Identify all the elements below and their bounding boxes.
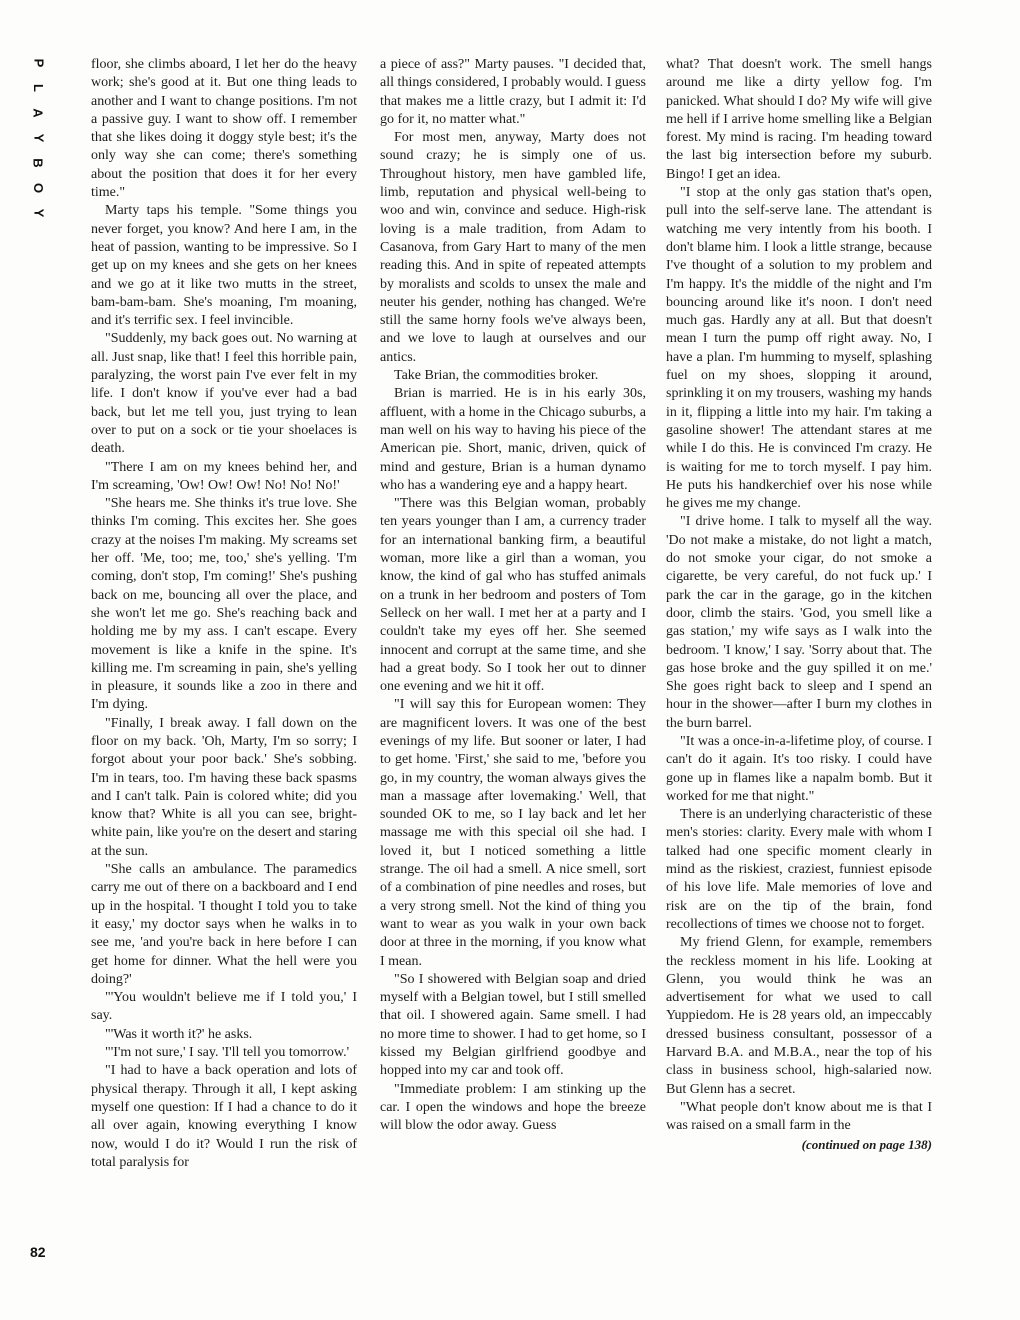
paragraph: Brian is married. He is in his early 30s, affluent, with a home in the Chicago suburbs, a man well on his way to having his piece of the American pie. Short, manic, driven, quick of mind and gesture, Brian is a human dynamo who has a wandering eye and a happy heart. [380, 386, 646, 493]
paragraph: "It was a once-in-a-lifetime ploy, of course. I can't do it again. It's too risky. I could have gone up in flames like a napalm bomb. But it worked for me that night." [666, 733, 932, 804]
masthead-letter: L [30, 84, 46, 92]
masthead-letter: B [30, 158, 46, 168]
masthead-letter: Y [30, 133, 46, 143]
paragraph: "'Was it worth it?' he asks. [105, 1026, 253, 1042]
paragraph: "I stop at the only gas station that's open, pull into the self-serve lane. The attendant is watching me very intently from his booth. I don't blame him. I look a little strange, because I've thought of a solution to my problem and I'm happy. It's the middle of the night and I'm bouncing around like it's noon. I don't need much gas. Hardly any at all. But that doesn't mean I turn the pump off right away. No, I have a plan. I'm humming to myself, splashing fuel on my shoes, slopping it around, sprinkling it on my trousers, washing my hands in it, flipping a little into my hair. I'm taking a gasoline shower! The attendant stares at me while I do this. He is convinced I'm crazy. He is waiting for me to torch myself. I pay him. He puts his handkerchief over his nose while he gives me my change. [666, 185, 932, 512]
paragraph: "I had to have a back operation and lots of physical therapy. Through it all, I kept asking myself one question: If I had a chance to do it all over again, knowing everything I know now, would I do it? Would I run the risk of total paralysis for [91, 1063, 357, 1170]
paragraph: For most men, anyway, Marty does not sound crazy; he is simply one of us. Throughout history, men have gambled life, limb, reputation and physical well-being to woo and win, convince and seduce. High-risk loving is a male tradition, from Adam to Casanova, from Gary Hart to many of the men reading this. And in spite of repeated attempts by moralists and scolds to unsex the male and neuter his gender, nothing has changed. We're still the same horny fools we've always been, and we love to laugh at ourselves and our antics. [380, 130, 646, 365]
paragraph: "Finally, I break away. I fall down on the floor on my back. 'Oh, Marty, I'm so sorry; I forgot about your poor back.' She's sobbing. I'm in tears, too. I'm having these back spasms and I can't talk. Pain is colored white; did you know that? White is all you can see, bright-white pain, like you're on the desert and staring at the sun. [91, 715, 357, 859]
paragraph: There is an underlying characteristic of these men's stories: clarity. Every male with whom I talked had one specific moment clearly in mind as the riskiest, craziest, funniest episode of his love life. Male memories of love and risk are on the tip of the brain, fond recollections of times we choose not to forget. [666, 807, 932, 932]
paragraph: "She calls an ambulance. The paramedics carry me out of there on a backboard and I end up in the hospital. 'I thought I told you to take it easy,' my doctor says when he walks in to see me, 'and you're back in here before I can get home for dinner. What the hell were you doing?' [91, 862, 357, 987]
masthead-letter: Y [30, 208, 46, 218]
paragraph: "Immediate problem: I am stinking up the car. I open the windows and hope the breeze will blow the odor away. Guess [380, 1081, 646, 1134]
paragraph: Take Brian, the commodities broker. [394, 368, 599, 384]
paragraph: "I drive home. I talk to myself all the way. 'Do not make a mistake, do not light a match, do not smoke your cigar, do not smoke a cigarette, be very careful, do not fuck up.' I park the car in the garage, go in the kitchen door, climb the stairs. 'God, you smell like a gas station,' my wife says as I walk into the bedroom. 'I know,' I say. 'Sorry about that. The gas hose broke and the guy spilled it on me.' She goes right back to sleep and I spend an hour in the shower—after I burn my clothes in the burn barrel. [666, 514, 932, 731]
masthead-vertical [24, 52, 52, 224]
page-number: 82 [30, 1244, 46, 1260]
continued-note: (continued on page 138) [801, 1136, 932, 1152]
article-column-2 [380, 56, 646, 1136]
masthead-letter: P [30, 58, 46, 68]
paragraph: "'You wouldn't believe me if I told you,' I say. [91, 990, 357, 1024]
paragraph: "So I showered with Belgian soap and dried myself with a Belgian towel, but I still smelled that oil. I showered again. Same smell. I had no more time to shower. I had to get home, so I kissed my Belgian girlfriend goodbye and hopped into my car and took off. [380, 971, 646, 1079]
paragraph: what? That doesn't work. The smell hangs around me like a dirty yellow fog. I'm panicked. What should I do? My wife will give me hell if I arrive home smelling like a Belgian forest. My mind is racing. I'm heading toward the last big intersection before my suburb. Bingo! I get an idea. [666, 57, 932, 182]
paragraph: My friend Glenn, for example, remembers the reckless moment in his life. Looking at Glenn, you would think he was an advertisement for what we used to call Yuppiedom. He is 28 years old, an impeccably dressed business consultant, possessor of a Harvard B.A. and M.B.A., near the top of his class in business school, high-salaried now. But Glenn has a secret. [666, 935, 932, 1097]
masthead-letter: O [31, 182, 46, 194]
paragraph: "She hears me. She thinks it's true love. She thinks I'm coming. This excites her. She goes crazy at the noises I'm making. My screams set her off. 'Me, too; me, too,' she's yelling. 'I'm coming, don't stop, I'm coming!' She's pushing back on me, bouncing all over the place, and she won't let me go. She's reaching back and holding me by my ass. I can't escape. Every movement is like a knife in the spine. It's killing me. I'm screaming in pain, she's yelling in pleasure, it sounds like a zoo in there and I'm dying. [91, 496, 357, 713]
paragraph: floor, she climbs aboard, I let her do the heavy work; she's good at it. But one thing leads to another and I want to change positions. I'm not a passive guy. I want to show off. I remember that she likes doing it doggy style best; it's the only way she can come; there's something about the position that does it for her every time." [91, 57, 357, 201]
paragraph: "There I am on my knees behind her, and I'm screaming, 'Ow! Ow! Ow! No! No! No!' [91, 459, 357, 493]
paragraph: "I will say this for European women: They are magnificent lovers. It was one of the best evenings of my life. But sooner or later, I had to get home. 'First,' she said to me, 'before you go, in my country, the woman always gives the man a massage after lovemaking.' Well, that sounded OK to me, so I lay back and let her massage me with this special oil she had. I loved it, but I noticed something a little strange. The oil had a smell. A nice smell, sort of a combination of pine needles and roses, but a very strong smell. Not the kind of thing you want to wear as you walk in your own back door at three in the morning, if you know what I mean. [380, 697, 646, 969]
paragraph: "'I'm not sure,' I say. 'I'll tell you tomorrow.' [105, 1045, 350, 1061]
article-column-1 [91, 56, 357, 1172]
paragraph: "There was this Belgian woman, probably ten years younger than I am, a currency trader for an international banking firm, a beautiful woman, more like a girl than a woman, you know, the kind of gal who has stuffed animals on a trunk in her bedroom and posters of Tom Selleck on her wall. I met her at a party and I couldn't take my eyes off her. She seemed innocent and corrupt at the same time, and she had a great body. So I took her out to dinner one evening and we hit it off. [380, 496, 646, 695]
paragraph: a piece of ass?" Marty pauses. "I decided that, all things considered, I probably would. I guess that makes me a little crazy, but I admit it: I'd go for it, no matter what." [380, 57, 646, 127]
paragraph: Marty taps his temple. "Some things you never forget, you know? And here I am, in the heat of passion, wanting to be impressive. So I get up on my knees and she gets on her knees and we go at it like two mutts in the street, bam-bam-bam. She's moaning, I'm moaning, and it's terrific sex. I feel invincible. [91, 203, 357, 329]
article-column-3 [666, 56, 932, 1154]
paragraph: "Suddenly, my back goes out. No warning at all. Just snap, like that! I feel this horrible pain, paralyzing, the worst pain I've ever felt in my life. I don't know if you've ever had a bad back, but let me tell you, just trying to lean over to put on a sock or tie your shoelaces is death. [91, 331, 357, 457]
paragraph: "What people don't know about me is that I was raised on a small farm in the [666, 1099, 932, 1134]
masthead-letter: A [30, 108, 46, 118]
